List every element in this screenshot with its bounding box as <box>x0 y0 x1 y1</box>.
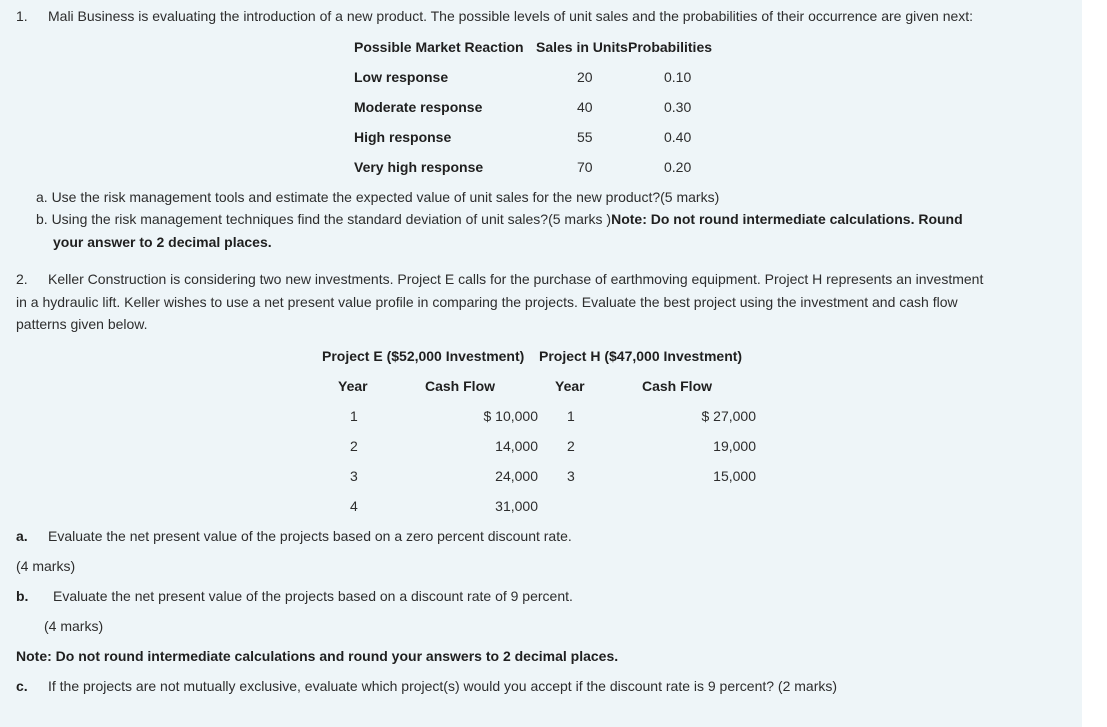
q2-col-cashflow-h: Cash Flow <box>642 378 713 394</box>
q1-number: 1. <box>16 8 28 24</box>
q2-h-year: 3 <box>567 468 575 484</box>
q2-h-cash: 15,000 <box>713 468 756 484</box>
q1-part-b <box>36 210 963 228</box>
q2-e-cash: 24,000 <box>495 468 538 484</box>
q2-col-year-e: Year <box>338 378 368 394</box>
q2-part-b-marks: (4 marks) <box>44 618 104 634</box>
q2-h-year: 1 <box>567 408 575 424</box>
q1-row-sales: 55 <box>577 129 593 145</box>
q1-part-b-text: b. Using the risk management techniques find the standard deviation of unit sales?(5 marks ) <box>36 211 612 227</box>
q1-row-prob: 0.40 <box>664 129 692 145</box>
q2-e-cash: 31,000 <box>495 498 538 514</box>
q1-part-b-note-cont: your answer to 2 decimal places. <box>53 234 272 250</box>
q2-col-year-h: Year <box>555 378 585 394</box>
q2-e-year: 2 <box>350 438 358 454</box>
q2-intro-line1: Keller Construction is considering two new investments. Project E calls for the purchase of earthmoving equipment. Project H represents an investment <box>48 271 984 287</box>
q1-row-reaction: Very high response <box>354 159 484 175</box>
q2-h-cash: $ 27,000 <box>701 408 756 424</box>
q2-intro-line3: patterns given below. <box>16 316 148 332</box>
q2-part-a-marks: (4 marks) <box>16 558 76 574</box>
q2-e-cash: 14,000 <box>495 438 538 454</box>
q1-row-reaction: High response <box>354 129 452 145</box>
q2-e-year: 4 <box>350 498 358 514</box>
q2-part-c-label: c. <box>16 678 28 694</box>
q1-row-reaction: Moderate response <box>354 99 483 115</box>
q2-part-a-text: Evaluate the net present value of the projects based on a zero percent discount rate. <box>48 528 572 544</box>
q1-header-prob: Probabilities <box>628 39 713 55</box>
q2-e-cash: $ 10,000 <box>483 408 538 424</box>
q1-header-reaction: Possible Market Reaction <box>354 39 524 55</box>
q1-row-sales: 20 <box>577 69 593 85</box>
q2-h-cash: 19,000 <box>713 438 756 454</box>
q2-part-b-label: b. <box>16 588 29 604</box>
q1-part-b-note: Note: Do not round intermediate calculations. Round <box>611 211 963 227</box>
q1-row-prob: 0.10 <box>664 69 692 85</box>
q2-part-b-text: Evaluate the net present value of the projects based on a discount rate of 9 percent. <box>53 588 573 604</box>
q1-row-sales: 40 <box>577 99 593 115</box>
q2-col-cashflow-e: Cash Flow <box>425 378 496 394</box>
q2-intro-line2: in a hydraulic lift. Keller wishes to use a net present value profile in comparing the projects. Evaluate the best project using the investment and cash flow <box>16 294 958 310</box>
q2-header-project-h: Project H ($47,000 Investment) <box>539 348 743 364</box>
q1-row-prob: 0.20 <box>664 159 692 175</box>
q1-header-sales: Sales in Units <box>536 39 628 55</box>
q2-header-project-e: Project E ($52,000 Investment) <box>322 348 525 364</box>
q2-number: 2. <box>16 271 28 287</box>
q2-part-a-label: a. <box>16 528 28 544</box>
q1-row-prob: 0.30 <box>664 99 692 115</box>
q2-e-year: 3 <box>350 468 358 484</box>
q1-intro: Mali Business is evaluating the introduction of a new product. The possible levels of unit sales and the probabilities of their occurrence are given next: <box>48 8 974 24</box>
q2-e-year: 1 <box>350 408 358 424</box>
q1-part-a: a. Use the risk management tools and estimate the expected value of unit sales for the new product?(5 marks) <box>36 189 720 205</box>
q2-h-year: 2 <box>567 438 575 454</box>
q1-row-sales: 70 <box>577 159 593 175</box>
q2-part-c-text: If the projects are not mutually exclusive, evaluate which project(s) would you accept if the discount rate is 9 percent? (2 marks) <box>48 678 838 694</box>
q1-row-reaction: Low response <box>354 69 449 85</box>
q2-note: Note: Do not round intermediate calculations and round your answers to 2 decimal places. <box>16 648 619 664</box>
